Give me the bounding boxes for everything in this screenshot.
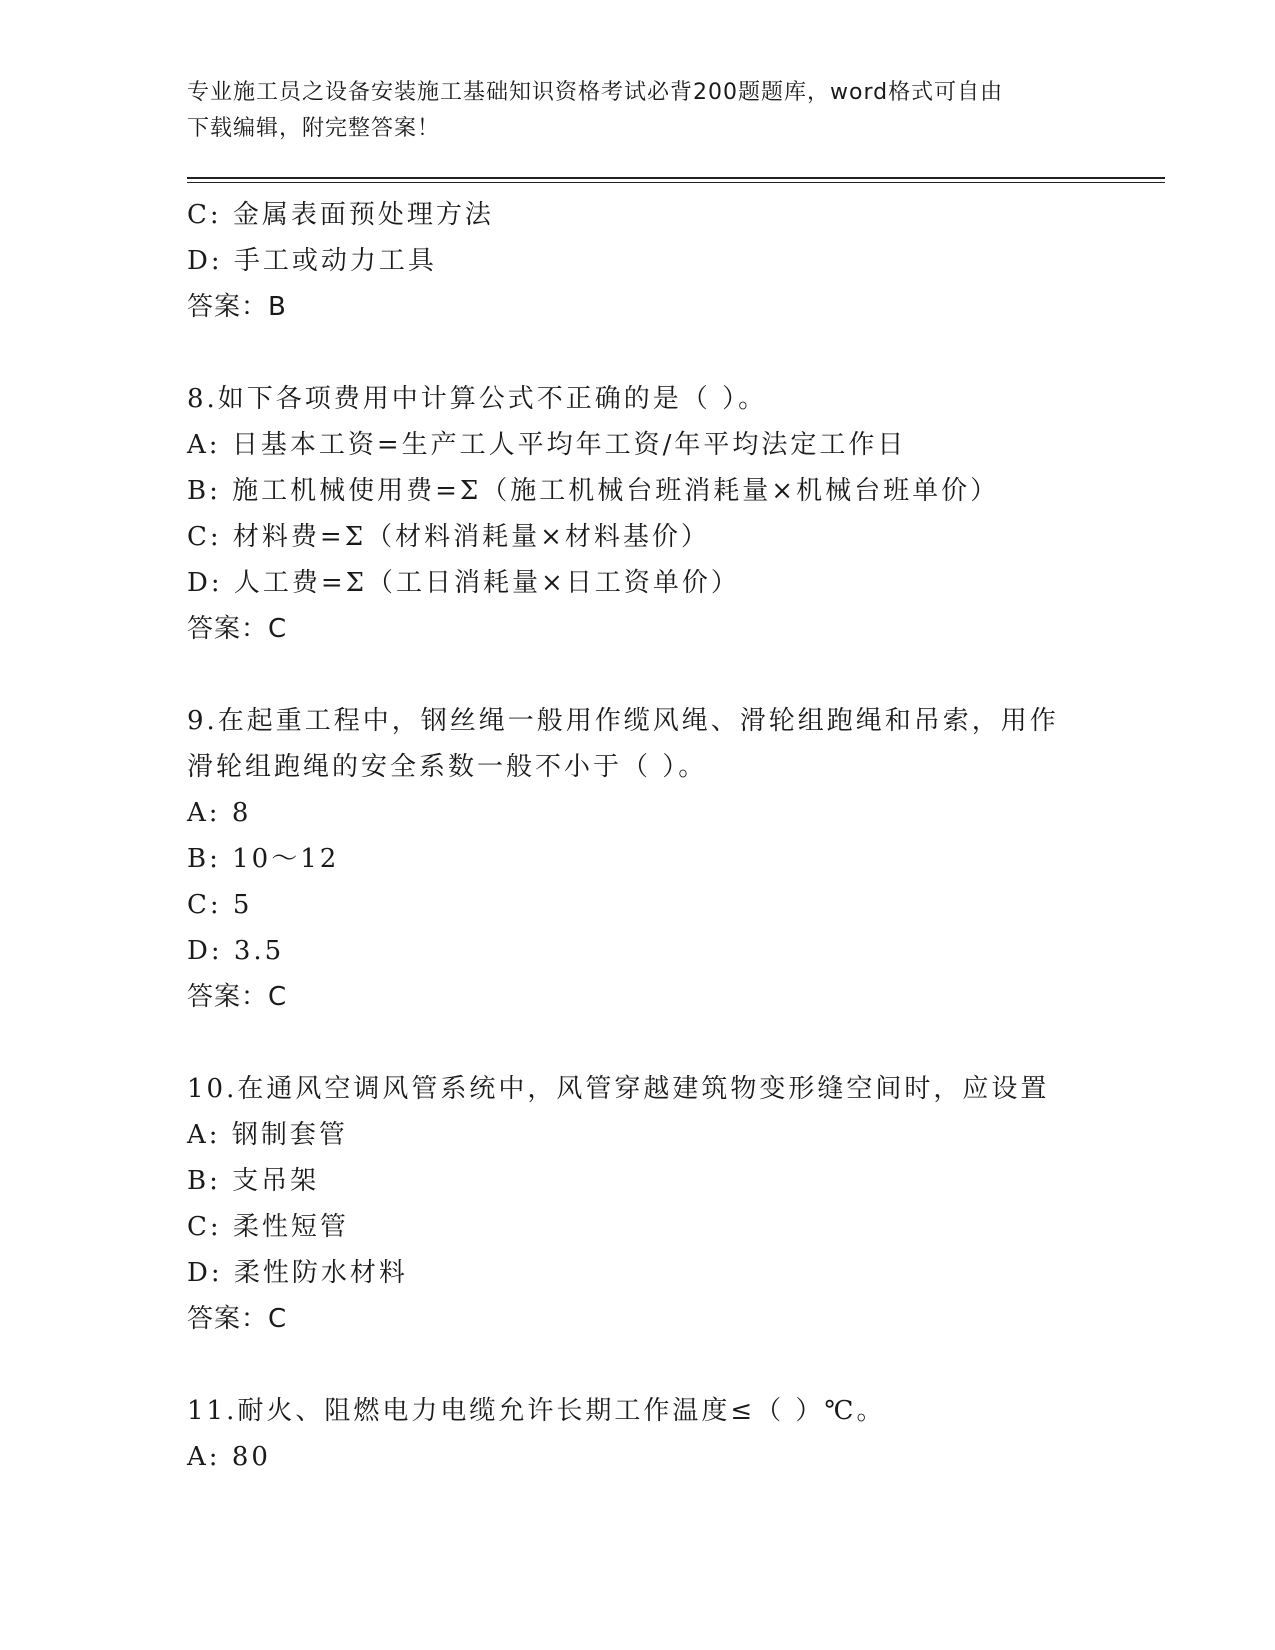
question-7-continued [187, 192, 1165, 330]
option-b: B: 10～12 [187, 844, 340, 874]
question-stem: 11.耐火、阻燃电力电缆允许长期工作温度≤（ ）℃。 [187, 1396, 886, 1426]
question-9 [187, 698, 1165, 1020]
option-d: D: 柔性防水材料 [187, 1258, 408, 1288]
option-c: C: 材料费=Σ（材料消耗量×材料基价） [187, 522, 710, 552]
header-divider-thin [187, 182, 1165, 183]
document-header [187, 75, 1087, 147]
question-10 [187, 1066, 1165, 1342]
answer-line: 答案：C [187, 614, 288, 644]
option-a: A: 8 [187, 798, 252, 828]
answer-line: 答案：C [187, 1304, 288, 1334]
answer-line: 答案：B [187, 292, 287, 322]
header-line-2: 下载编辑，附完整答案！ [187, 116, 441, 141]
option-c: C: 5 [187, 890, 253, 920]
answer-line: 答案：C [187, 982, 288, 1012]
question-stem-continued: 滑轮组跑绳的安全系数一般不小于（ ）。 [187, 752, 708, 782]
header-divider-thick [187, 177, 1165, 179]
option-c: C: 柔性短管 [187, 1212, 349, 1242]
document-body [187, 192, 1165, 1480]
option-d: D: 3.5 [187, 936, 285, 966]
option-b: B: 施工机械使用费=Σ（施工机械台班消耗量×机械台班单价） [187, 476, 1000, 506]
question-stem: 9.在起重工程中，钢丝绳一般用作缆风绳、滑轮组跑绳和吊索，用作 [187, 706, 1059, 736]
question-8 [187, 376, 1165, 652]
question-stem: 8.如下各项费用中计算公式不正确的是（ ）。 [187, 384, 768, 414]
question-11 [187, 1388, 1165, 1480]
option-a: A: 80 [187, 1442, 271, 1472]
option-a: A: 钢制套管 [187, 1120, 348, 1150]
header-line-1: 专业施工员之设备安装施工基础知识资格考试必背200题题库，word格式可自由 [187, 80, 1004, 105]
option-c: C: 金属表面预处理方法 [187, 200, 494, 230]
question-stem: 10.在通风空调风管系统中，风管穿越建筑物变形缝空间时，应设置 [187, 1074, 1050, 1104]
option-d: D: 人工费=Σ（工日消耗量×日工资单价） [187, 568, 740, 598]
option-a: A: 日基本工资=生产工人平均年工资/年平均法定工作日 [187, 430, 907, 460]
option-d: D: 手工或动力工具 [187, 246, 437, 276]
option-b: B: 支吊架 [187, 1166, 320, 1196]
